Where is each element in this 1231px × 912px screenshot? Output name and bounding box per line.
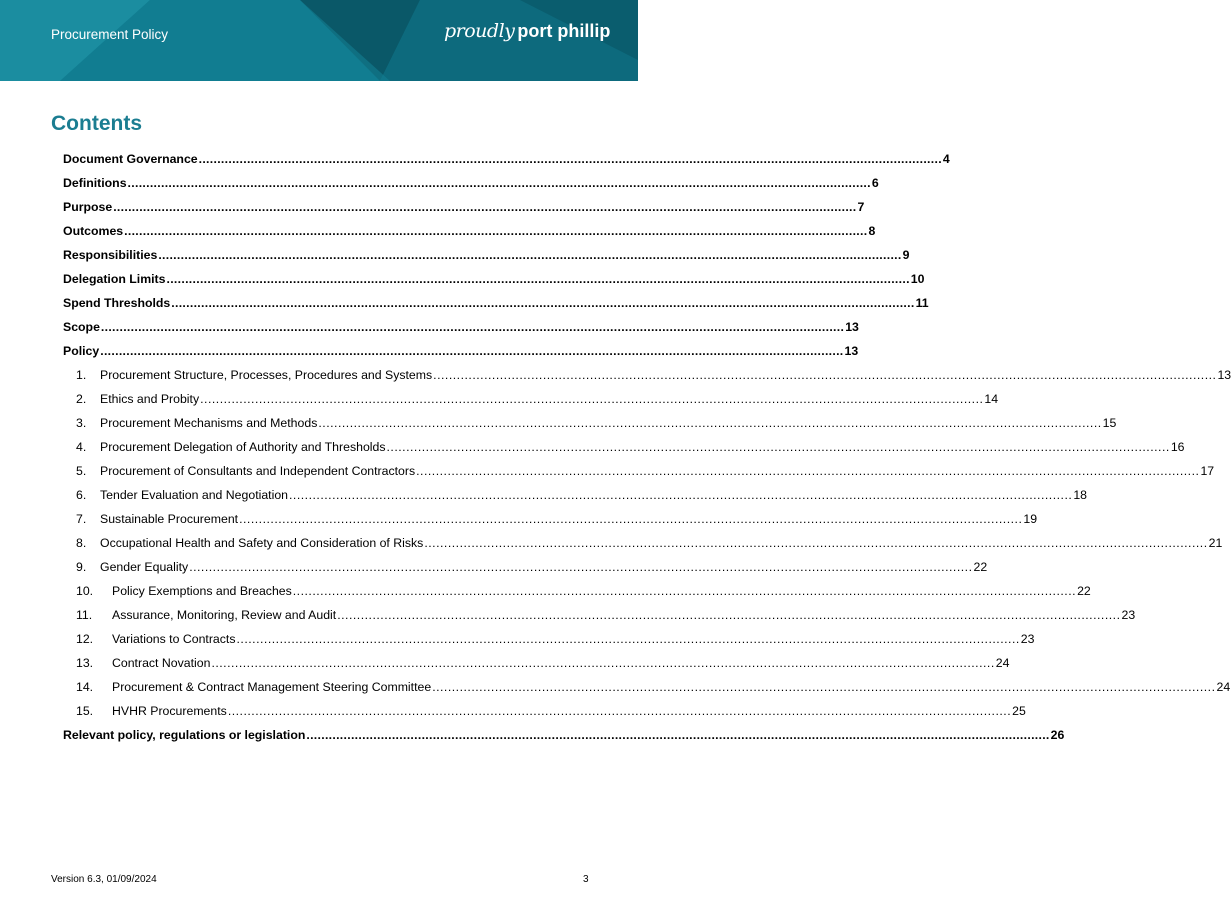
- dot-leader: ........................................................................................................................................................................................................: [166, 272, 910, 286]
- toc-entry-number: 4.: [76, 440, 87, 454]
- toc-entry-page: 13: [845, 320, 859, 334]
- toc-entry-page: 16: [1170, 440, 1185, 454]
- toc-entry-label: Occupational Health and Safety and Consideration of Risks: [100, 536, 424, 550]
- document-title: Procurement Policy: [51, 27, 169, 42]
- header-banner: [0, 0, 638, 81]
- dot-leader: ........................................................................................................................................................................................................: [227, 704, 1012, 718]
- toc-entry-page: 8: [868, 224, 876, 238]
- toc-entry-number: 3.: [76, 416, 87, 430]
- dot-leader: ........................................................................................................................................................................................................: [424, 536, 1208, 550]
- toc-entry-number: 15.: [76, 704, 94, 718]
- toc-entry-label: Policy: [63, 344, 100, 358]
- dot-leader: ........................................................................................................................................................................................................: [189, 560, 973, 574]
- toc-entry[interactable]: [63, 195, 865, 219]
- toc-entry-page: 13: [1217, 368, 1231, 382]
- dot-leader: ........................................................................................................................................................................................................: [306, 728, 1050, 742]
- dot-leader: ........................................................................................................................................................................................................: [200, 392, 984, 406]
- toc-entry-number: 9.: [76, 560, 87, 574]
- toc-entry-label: Procurement Delegation of Authority and Thresholds: [100, 440, 386, 454]
- toc-subentry[interactable]: [63, 579, 1091, 603]
- toc-entry-number: 7.: [76, 512, 87, 526]
- dot-leader: ........................................................................................................................................................................................................: [433, 368, 1217, 382]
- toc-subentry[interactable]: [63, 675, 1231, 699]
- toc-entry-label: Definitions: [63, 176, 127, 190]
- toc-subentry[interactable]: [63, 555, 988, 579]
- toc-entry-label: Spend Thresholds: [63, 296, 171, 310]
- toc-entry-label: Policy Exemptions and Breaches: [112, 584, 292, 598]
- toc-subentry[interactable]: [63, 435, 1185, 459]
- toc-entry-label: Gender Equality: [100, 560, 189, 574]
- dot-leader: ........................................................................................................................................................................................................: [318, 416, 1102, 430]
- dot-leader: ........................................................................................................................................................................................................: [292, 584, 1077, 598]
- toc-entry-label: Scope: [63, 320, 100, 334]
- dot-leader: ........................................................................................................................................................................................................: [127, 176, 871, 190]
- table-of-contents: [63, 147, 1231, 747]
- toc-entry-label: Delegation Limits: [63, 272, 166, 286]
- toc-entry[interactable]: [63, 339, 859, 363]
- dot-leader: ........................................................................................................................................................................................................: [211, 656, 995, 670]
- toc-entry-label: Procurement Structure, Processes, Procedures and Systems: [100, 368, 433, 382]
- contents-heading: Contents: [51, 112, 142, 135]
- toc-entry-page: 21: [1208, 536, 1223, 550]
- dot-leader: ........................................................................................................................................................................................................: [100, 320, 845, 334]
- toc-subentry[interactable]: [63, 387, 999, 411]
- toc-entry-label: Procurement of Consultants and Independent Contractors: [100, 464, 416, 478]
- toc-subentry[interactable]: [63, 459, 1215, 483]
- toc-entry-label: Sustainable Procurement: [100, 512, 239, 526]
- dot-leader: ........................................................................................................................................................................................................: [171, 296, 915, 310]
- toc-entry-page: 26: [1050, 728, 1065, 742]
- toc-subentry[interactable]: [63, 483, 1087, 507]
- toc-subentry[interactable]: [63, 531, 1223, 555]
- logo-bold-text: port phillip: [517, 21, 611, 41]
- toc-subentry[interactable]: [63, 411, 1117, 435]
- toc-entry-number: 12.: [76, 632, 94, 646]
- dot-leader: ........................................................................................................................................................................................................: [337, 608, 1121, 622]
- logo-script-text: proudly: [444, 20, 515, 42]
- toc-entry-label: Ethics and Probity: [100, 392, 200, 406]
- dot-leader: ........................................................................................................................................................................................................: [113, 200, 857, 214]
- toc-entry-page: 24: [995, 656, 1010, 670]
- dot-leader: ........................................................................................................................................................................................................: [124, 224, 868, 238]
- toc-entry-page: 15: [1102, 416, 1117, 430]
- toc-entry-page: 22: [1077, 584, 1091, 598]
- toc-entry-page: 19: [1023, 512, 1038, 526]
- toc-entry-label: Responsibilities: [63, 248, 158, 262]
- toc-entry[interactable]: [63, 171, 879, 195]
- toc-entry-page: 6: [871, 176, 879, 190]
- dot-leader: ........................................................................................................................................................................................................: [158, 248, 902, 262]
- toc-entry-label: Relevant policy, regulations or legislation: [63, 728, 306, 742]
- toc-entry-page: 23: [1020, 632, 1035, 646]
- toc-entry-page: 9: [902, 248, 910, 262]
- toc-entry-number: 2.: [76, 392, 87, 406]
- toc-entry-label: Contract Novation: [112, 656, 211, 670]
- toc-entry-page: 23: [1121, 608, 1136, 622]
- dot-leader: ........................................................................................................................................................................................................: [289, 488, 1073, 502]
- toc-entry-page: 4: [942, 152, 950, 166]
- toc-subentry[interactable]: [63, 363, 1231, 387]
- toc-entry-label: Purpose: [63, 200, 113, 214]
- toc-entry-page: 11: [915, 296, 929, 310]
- toc-entry-page: 10: [910, 272, 925, 286]
- toc-entry[interactable]: [63, 219, 876, 243]
- toc-entry-number: 6.: [76, 488, 87, 502]
- dot-leader: ........................................................................................................................................................................................................: [416, 464, 1200, 478]
- toc-entry-page: 7: [857, 200, 865, 214]
- toc-entry-page: 25: [1012, 704, 1026, 718]
- toc-entry-number: 14.: [76, 680, 94, 694]
- footer-version: Version 6.3, 01/09/2024: [51, 874, 157, 885]
- toc-entry-label: Variations to Contracts: [112, 632, 236, 646]
- dot-leader: ........................................................................................................................................................................................................: [198, 152, 942, 166]
- toc-entry-label: Procurement Mechanisms and Methods: [100, 416, 318, 430]
- toc-entry[interactable]: [63, 723, 1065, 747]
- toc-subentry[interactable]: [63, 651, 1010, 675]
- toc-subentry[interactable]: [63, 699, 1026, 723]
- dot-leader: ........................................................................................................................................................................................................: [100, 344, 844, 358]
- toc-entry[interactable]: [63, 147, 950, 171]
- toc-entry-number: 13.: [76, 656, 94, 670]
- toc-entry-number: 8.: [76, 536, 87, 550]
- toc-entry-page: 18: [1073, 488, 1087, 502]
- toc-entry-page: 14: [984, 392, 999, 406]
- footer-page-number: 3: [583, 874, 589, 885]
- toc-entry-label: Procurement & Contract Management Steering Committee: [112, 680, 432, 694]
- toc-entry-number: 1.: [76, 368, 87, 382]
- toc-entry[interactable]: [63, 315, 859, 339]
- toc-entry[interactable]: [63, 267, 925, 291]
- toc-subentry[interactable]: [63, 603, 1136, 627]
- toc-subentry[interactable]: [63, 627, 1035, 651]
- toc-entry-label: HVHR Procurements: [112, 704, 227, 718]
- dot-leader: ........................................................................................................................................................................................................: [432, 680, 1216, 694]
- toc-entry-number: 10.: [76, 584, 94, 598]
- toc-entry-page: 17: [1200, 464, 1215, 478]
- dot-leader: ........................................................................................................................................................................................................: [239, 512, 1023, 526]
- toc-entry[interactable]: [63, 291, 929, 315]
- logo: [444, 20, 610, 42]
- toc-entry-label: Tender Evaluation and Negotiation: [100, 488, 289, 502]
- toc-entry-number: 5.: [76, 464, 87, 478]
- toc-entry-number: 11.: [76, 608, 93, 622]
- toc-entry-label: Assurance, Monitoring, Review and Audit: [112, 608, 337, 622]
- toc-entry[interactable]: [63, 243, 910, 267]
- toc-entry-page: 13: [844, 344, 859, 358]
- toc-entry-label: Outcomes: [63, 224, 124, 238]
- toc-subentry[interactable]: [63, 507, 1038, 531]
- toc-entry-label: Document Governance: [63, 152, 198, 166]
- dot-leader: ........................................................................................................................................................................................................: [386, 440, 1170, 454]
- dot-leader: ........................................................................................................................................................................................................: [236, 632, 1020, 646]
- toc-entry-page: 24: [1216, 680, 1231, 694]
- toc-entry-page: 22: [973, 560, 988, 574]
